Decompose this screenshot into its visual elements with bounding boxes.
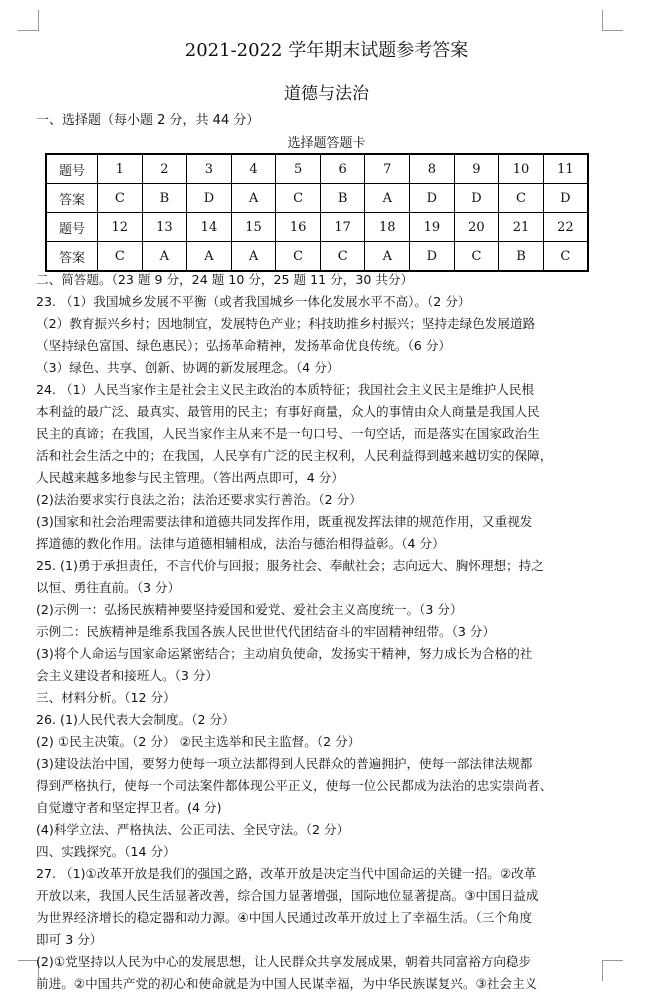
- answer-line: 二、简答题。（23 题 9 分，24 题 10 分，25 题 11 分，30 共分）: [36, 272, 414, 287]
- answer-cell: 6: [320, 154, 365, 184]
- answer-cell: A: [187, 242, 232, 272]
- crop-mark-top-left: [18, 10, 39, 31]
- row-label: 题号: [46, 213, 98, 242]
- answer-line: (2)示例一：弘扬民族精神要坚持爱国和爱党、爱社会主义高度统一。（3 分）: [36, 602, 463, 617]
- answer-line: (2)法治要求实行良法之治；法治还要求实行善治。（2 分）: [36, 492, 362, 507]
- answer-cell: D: [543, 184, 588, 213]
- answer-line: (3)建设法治中国，要努力使每一项立法都得到人民群众的普遍拥护，使每一部法律法规都: [36, 756, 533, 771]
- answer-cell: 16: [276, 213, 321, 242]
- answer-cell: C: [499, 184, 544, 213]
- answer-cell: A: [365, 184, 410, 213]
- answer-cell: 7: [365, 154, 410, 184]
- crop-mark-top-right: [602, 10, 623, 31]
- answer-cell: 17: [320, 213, 365, 242]
- answer-line: 会主义建设者和接班人。（3 分）: [36, 668, 219, 683]
- answer-cell: C: [543, 242, 588, 272]
- answer-text-body: [36, 269, 608, 995]
- answer-cell: A: [231, 184, 276, 213]
- answer-cell: C: [98, 242, 143, 272]
- section-heading-choice: 一、选择题（每小题 2 分，共 44 分）: [36, 113, 260, 128]
- answer-line: 以恒、勇往直前。（3 分）: [36, 580, 181, 595]
- answer-line: (3)国家和社会治理需要法律和道德共同发挥作用，既重视发挥法律的规范作用，又重视发: [36, 514, 533, 529]
- answer-line: 26. (1)人民代表大会制度。（2 分）: [36, 712, 235, 727]
- answer-line: 24. （1）人民当家作主是社会主义民主政治的本质特征；我国社会主义民主是维护人民根: [36, 382, 535, 397]
- answer-line: 示例二：民族精神是维系我国各族人民世世代代团结奋斗的牢固精神纽带。（3 分）: [36, 624, 496, 639]
- answer-line: （2）教育振兴乡村；因地制宜，发展特色产业；科技助推乡村振兴；坚持走绿色发展道路: [36, 316, 536, 331]
- answer-cell: 10: [499, 154, 544, 184]
- answer-line: 即可 3 分）: [36, 932, 103, 947]
- row-label: 答案: [46, 184, 98, 213]
- answer-line: 自觉遵守者和坚定捍卫者。(4 分): [36, 800, 222, 815]
- answer-table-row: [46, 184, 588, 213]
- answer-line: 前进。②中国共产党的初心和使命就是为中国人民谋幸福，为中华民族谋复兴。③社会主义: [36, 976, 538, 991]
- answer-cell: 11: [543, 154, 588, 184]
- answer-cell: D: [454, 184, 499, 213]
- answer-cell: 8: [410, 154, 455, 184]
- answer-cell: A: [231, 242, 276, 272]
- answer-cell: 5: [276, 154, 321, 184]
- answer-line: 人民越来越多地参与民主管理。（答出两点即可，4 分）: [36, 470, 344, 485]
- answer-cell: D: [410, 184, 455, 213]
- answer-card-table: [45, 153, 589, 272]
- row-label: 答案: [46, 242, 98, 272]
- answer-cell: 4: [231, 154, 276, 184]
- row-label: 题号: [46, 154, 98, 184]
- answer-cell: 1: [98, 154, 143, 184]
- answer-line: 挥道德的教化作用。法律与道德相辅相成，法治与德治相得益彰。（4 分）: [36, 536, 445, 551]
- answer-cell: 15: [231, 213, 276, 242]
- answer-cell: A: [142, 242, 187, 272]
- answer-line: 四、实践探究。（14 分）: [36, 844, 176, 859]
- answer-line: 活和社会生活之中的；在我国，人民享有广泛的民主权利，人民利益得到越来越切实的保障，: [36, 448, 553, 463]
- answer-line: 开放以来，我国人民生活显著改善，综合国力显著增强，国际地位显著提高。③中国日益成: [36, 888, 539, 903]
- answer-cell: 12: [98, 213, 143, 242]
- answer-line: 27. （1)①改革开放是我们的强国之路，改革开放是决定当代中国命运的关键一招。②改革: [36, 866, 537, 881]
- answer-cell: C: [276, 242, 321, 272]
- answer-card-title: 选择题答题卡: [287, 136, 366, 151]
- document-title: 2021-2022 学年期末试题参考答案: [184, 40, 469, 61]
- answer-line: （3）绿色、共享、创新、协调的新发展理念。（4 分）: [36, 360, 340, 375]
- answer-cell: 20: [454, 213, 499, 242]
- answer-cell: B: [320, 184, 365, 213]
- answer-line: (4)科学立法、严格执法、公正司法、全民守法。（2 分）: [36, 822, 350, 837]
- answer-cell: A: [365, 242, 410, 272]
- subject-title: 道德与法治: [284, 84, 369, 104]
- answer-cell: B: [499, 242, 544, 272]
- answer-cell: 19: [410, 213, 455, 242]
- answer-cell: 21: [499, 213, 544, 242]
- answer-cell: 18: [365, 213, 410, 242]
- answer-cell: 14: [187, 213, 232, 242]
- answer-cell: D: [187, 184, 232, 213]
- answer-cell: B: [142, 184, 187, 213]
- answer-cell: C: [276, 184, 321, 213]
- answer-cell: C: [320, 242, 365, 272]
- answer-line: 民主的真谛；在我国，人民当家作主从来不是一句口号、一句空话，而是落实在国家政治生: [36, 426, 540, 441]
- answer-line: 三、材料分析。（12 分）: [36, 690, 176, 705]
- answer-line: （坚持绿色富国、绿色惠民）；弘扬革命精神，发扬革命优良传统。（6 分）: [36, 338, 452, 353]
- answer-cell: 2: [142, 154, 187, 184]
- answer-cell: 9: [454, 154, 499, 184]
- answer-line: (3)将个人命运与国家命运紧密结合；主动肩负使命，发扬实干精神，努力成长为合格的社: [36, 646, 533, 661]
- answer-cell: 3: [187, 154, 232, 184]
- answer-line: 为世界经济增长的稳定器和动力源。④中国人民通过改革开放过上了幸福生活。（三个角度: [36, 910, 533, 925]
- answer-table-row: [46, 242, 588, 272]
- answer-line: 本利益的最广泛、最真实、最管用的民主；有事好商量，众人的事情由众人商量是我国人民: [36, 404, 540, 419]
- answer-cell: 22: [543, 213, 588, 242]
- answer-cell: C: [454, 242, 499, 272]
- answer-line: 得到严格执行，使每一个司法案件都体现公平正义，使每一位公民都成为法治的忠实崇尚者、: [36, 778, 553, 793]
- answer-line: (2) ①民主决策。（2 分） ②民主选举和民主监督。（2 分）: [36, 734, 361, 749]
- answer-table-row: [46, 154, 588, 184]
- answer-cell: 13: [142, 213, 187, 242]
- answer-cell: C: [98, 184, 143, 213]
- answer-table-row: [46, 213, 588, 242]
- answer-cell: D: [410, 242, 455, 272]
- answer-line: (2)①党坚持以人民为中心的发展思想，让人民群众共享发展成果，朝着共同富裕方向稳步: [36, 954, 532, 969]
- answer-line: 25. (1)勇于承担责任，不言代价与回报；服务社会、奉献社会；志向远大、胸怀理想；持之: [36, 558, 544, 573]
- answer-line: 23. （1）我国城乡发展不平衡（或者我国城乡一体化发展水平不高）。（2 分）: [36, 294, 471, 309]
